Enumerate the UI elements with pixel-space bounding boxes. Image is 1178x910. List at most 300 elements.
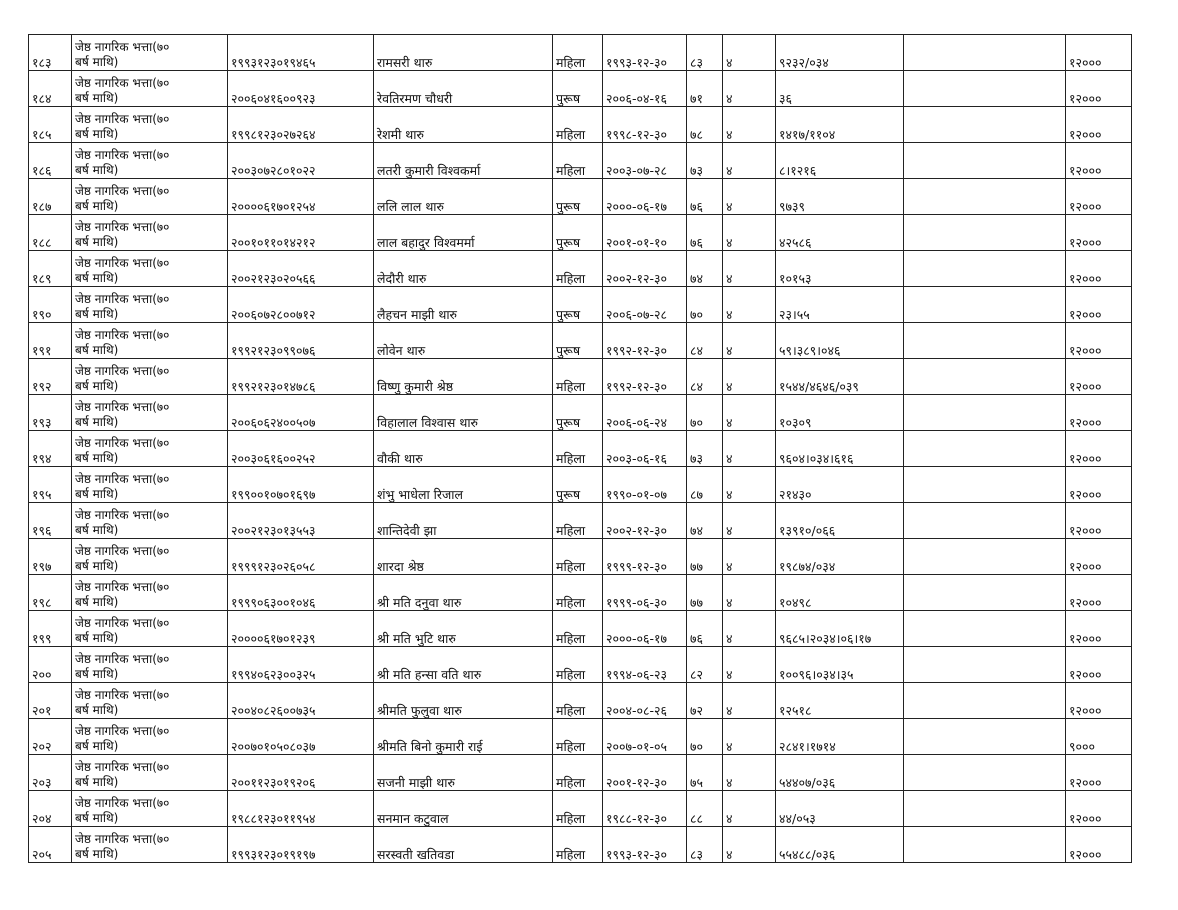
beneficiary-id-cell: २००२१२३०२०५६६	[228, 251, 374, 287]
date-of-birth-cell: २००४-०८-२६	[603, 683, 687, 719]
ward-cell: ४	[723, 719, 776, 755]
scheme-line-2: बर्ष माथि)	[75, 559, 119, 573]
beneficiary-id-cell: १९९८१२३०२७२६४	[228, 107, 374, 143]
gender-cell: महिला	[553, 791, 603, 827]
citizenship-number-cell: ९६८५।२०३४।०६।१७	[776, 611, 904, 647]
serial-number-cell: २०४	[29, 791, 72, 827]
gender-cell: महिला	[553, 539, 603, 575]
beneficiary-name-cell: शंभु भाधेला रिजाल	[374, 467, 553, 503]
beneficiary-id-cell: २००६०६२४००५०७	[228, 395, 374, 431]
citizenship-number-cell: ९२३२/०३४	[776, 35, 904, 71]
scheme-line-2: बर्ष माथि)	[75, 631, 119, 645]
scheme-line-1: जेष्ठ नागरिक भत्ता(७०	[75, 796, 170, 810]
beneficiary-id-cell: २००६०४१६००९२३	[228, 71, 374, 107]
date-of-birth-cell: २००२-१२-३०	[603, 251, 687, 287]
beneficiary-name-cell: सरस्वती खतिवडा	[374, 827, 553, 863]
remarks-cell	[904, 431, 1066, 467]
ward-cell: ४	[723, 107, 776, 143]
gender-cell: पुरूष	[553, 395, 603, 431]
beneficiary-id-cell: १९९२१२३०१४७८६	[228, 359, 374, 395]
citizenship-number-cell: १३९१०/०६६	[776, 503, 904, 539]
age-cell: ८४	[687, 323, 723, 359]
scheme-cell	[72, 251, 228, 287]
amount-cell: १२०००	[1066, 107, 1132, 143]
scheme-cell	[72, 395, 228, 431]
scheme-line-2: बर्ष माथि)	[75, 487, 119, 501]
ward-cell: ४	[723, 539, 776, 575]
beneficiary-name-cell: श्रीमति बिनो कुमारी राई	[374, 719, 553, 755]
beneficiary-name-cell: सनमान कटुवाल	[374, 791, 553, 827]
date-of-birth-cell: २००३-०६-१६	[603, 431, 687, 467]
scheme-cell	[72, 71, 228, 107]
scheme-line-1: जेष्ठ नागरिक भत्ता(७०	[75, 292, 170, 306]
scheme-line-1: जेष्ठ नागरिक भत्ता(७०	[75, 544, 170, 558]
gender-cell: महिला	[553, 611, 603, 647]
scheme-line-1: जेष्ठ नागरिक भत्ता(७०	[75, 688, 170, 702]
age-cell: ७३	[687, 431, 723, 467]
scheme-cell	[72, 179, 228, 215]
scheme-cell	[72, 287, 228, 323]
amount-cell: १२०००	[1066, 143, 1132, 179]
beneficiary-name-cell: रामसरी थारु	[374, 35, 553, 71]
citizenship-number-cell: १५४४/४६४६/०३९	[776, 359, 904, 395]
table-row	[29, 179, 1132, 215]
remarks-cell	[904, 71, 1066, 107]
citizenship-number-cell: ५४४०७/०३६	[776, 755, 904, 791]
age-cell: ७२	[687, 683, 723, 719]
gender-cell: महिला	[553, 431, 603, 467]
amount-cell: १२०००	[1066, 251, 1132, 287]
date-of-birth-cell: २००६-०६-२४	[603, 395, 687, 431]
amount-cell: १२०००	[1066, 683, 1132, 719]
date-of-birth-cell: २००६-०४-१६	[603, 71, 687, 107]
citizenship-number-cell: १४१७/११०४	[776, 107, 904, 143]
remarks-cell	[904, 143, 1066, 179]
date-of-birth-cell: २००१-१२-३०	[603, 755, 687, 791]
scheme-line-2: बर्ष माथि)	[75, 811, 119, 825]
beneficiary-id-cell: १९९३१२३०१९४६५	[228, 35, 374, 71]
serial-number-cell: १८८	[29, 215, 72, 251]
beneficiary-id-cell: १९९९०६३००१०४६	[228, 575, 374, 611]
scheme-cell	[72, 215, 228, 251]
table-row	[29, 755, 1132, 791]
remarks-cell	[904, 503, 1066, 539]
beneficiary-id-cell: १९९२१२३०९९०७६	[228, 323, 374, 359]
serial-number-cell: १८९	[29, 251, 72, 287]
beneficiary-name-cell: शारदा श्रेष्ठ	[374, 539, 553, 575]
ward-cell: ४	[723, 215, 776, 251]
scheme-line-2: बर्ष माथि)	[75, 847, 119, 861]
remarks-cell	[904, 611, 1066, 647]
table-body	[29, 35, 1132, 863]
remarks-cell	[904, 215, 1066, 251]
ward-cell: ४	[723, 251, 776, 287]
gender-cell: पुरूष	[553, 287, 603, 323]
date-of-birth-cell: १९९४-०६-२३	[603, 647, 687, 683]
age-cell: ८४	[687, 359, 723, 395]
beneficiary-name-cell: ललि लाल थारु	[374, 179, 553, 215]
amount-cell: १२०००	[1066, 647, 1132, 683]
ward-cell: ४	[723, 143, 776, 179]
serial-number-cell: १८५	[29, 107, 72, 143]
table-row	[29, 215, 1132, 251]
remarks-cell	[904, 179, 1066, 215]
gender-cell: महिला	[553, 647, 603, 683]
citizenship-number-cell: ८।१२१६	[776, 143, 904, 179]
scheme-cell	[72, 755, 228, 791]
citizenship-number-cell: ४४/०५३	[776, 791, 904, 827]
amount-cell: १२०००	[1066, 359, 1132, 395]
age-cell: ८३	[687, 827, 723, 863]
beneficiary-id-cell: २००६०७२८००७१२	[228, 287, 374, 323]
scheme-cell	[72, 323, 228, 359]
date-of-birth-cell: २००६-०७-२८	[603, 287, 687, 323]
age-cell: ७५	[687, 755, 723, 791]
beneficiary-name-cell: विहालाल विश्वास थारु	[374, 395, 553, 431]
ward-cell: ४	[723, 647, 776, 683]
citizenship-number-cell: २१४३०	[776, 467, 904, 503]
table-row	[29, 575, 1132, 611]
date-of-birth-cell: १९९२-१२-३०	[603, 323, 687, 359]
scheme-line-2: बर्ष माथि)	[75, 307, 119, 321]
beneficiary-id-cell: २००३०६१६००२५२	[228, 431, 374, 467]
serial-number-cell: १९५	[29, 467, 72, 503]
date-of-birth-cell: १९९९-१२-३०	[603, 539, 687, 575]
citizenship-number-cell: ३६	[776, 71, 904, 107]
scheme-line-2: बर्ष माथि)	[75, 739, 119, 753]
serial-number-cell: १९३	[29, 395, 72, 431]
table-row	[29, 359, 1132, 395]
date-of-birth-cell: १९९८-१२-३०	[603, 107, 687, 143]
beneficiary-id-cell: २००२१२३०१३५५३	[228, 503, 374, 539]
beneficiary-id-cell: २००००६१७०१२३९	[228, 611, 374, 647]
ward-cell: ४	[723, 827, 776, 863]
beneficiary-name-cell: विष्णु कुमारी श्रेष्ठ	[374, 359, 553, 395]
amount-cell: १२०००	[1066, 503, 1132, 539]
scheme-line-1: जेष्ठ नागरिक भत्ता(७०	[75, 220, 170, 234]
age-cell: ७८	[687, 107, 723, 143]
table-row	[29, 539, 1132, 575]
beneficiary-id-cell: २००३०७२८०१०२२	[228, 143, 374, 179]
remarks-cell	[904, 107, 1066, 143]
scheme-line-1: जेष्ठ नागरिक भत्ता(७०	[75, 652, 170, 666]
date-of-birth-cell: २००७-०१-०५	[603, 719, 687, 755]
beneficiary-name-cell: लोवेन थारु	[374, 323, 553, 359]
scheme-line-1: जेष्ठ नागरिक भत्ता(७०	[75, 832, 170, 846]
ward-cell: ४	[723, 503, 776, 539]
amount-cell: १२०००	[1066, 575, 1132, 611]
beneficiary-name-cell: श्री मति भुटि थारु	[374, 611, 553, 647]
table-row	[29, 467, 1132, 503]
scheme-cell	[72, 683, 228, 719]
ward-cell: ४	[723, 755, 776, 791]
citizenship-number-cell: ५५४८८/०३६	[776, 827, 904, 863]
citizenship-number-cell: १०३०९	[776, 395, 904, 431]
scheme-line-1: जेष्ठ नागरिक भत्ता(७०	[75, 40, 170, 54]
beneficiary-name-cell: लतरी कुमारी विश्वकर्मा	[374, 143, 553, 179]
amount-cell: १२०००	[1066, 611, 1132, 647]
table-row	[29, 71, 1132, 107]
scheme-line-2: बर्ष माथि)	[75, 523, 119, 537]
date-of-birth-cell: २०००-०६-१७	[603, 611, 687, 647]
remarks-cell	[904, 683, 1066, 719]
gender-cell: महिला	[553, 35, 603, 71]
amount-cell: १२०००	[1066, 827, 1132, 863]
remarks-cell	[904, 791, 1066, 827]
scheme-line-2: बर्ष माथि)	[75, 91, 119, 105]
age-cell: ७४	[687, 251, 723, 287]
ward-cell: ४	[723, 575, 776, 611]
citizenship-number-cell: ४२५८६	[776, 215, 904, 251]
citizenship-number-cell: २८४१।१७१४	[776, 719, 904, 755]
beneficiary-id-cell: १९९००१०७०१६९७	[228, 467, 374, 503]
serial-number-cell: १८३	[29, 35, 72, 71]
gender-cell: महिला	[553, 251, 603, 287]
amount-cell: १२०००	[1066, 35, 1132, 71]
beneficiary-name-cell: श्री मति हन्सा वति थारु	[374, 647, 553, 683]
scheme-line-2: बर्ष माथि)	[75, 595, 119, 609]
remarks-cell	[904, 539, 1066, 575]
gender-cell: पुरूष	[553, 179, 603, 215]
scheme-line-1: जेष्ठ नागरिक भत्ता(७०	[75, 616, 170, 630]
beneficiary-id-cell: २००७०१०५०८०३७	[228, 719, 374, 755]
gender-cell: महिला	[553, 755, 603, 791]
remarks-cell	[904, 647, 1066, 683]
remarks-cell	[904, 35, 1066, 71]
beneficiary-id-cell: १९९३१२३०१९१९७	[228, 827, 374, 863]
scheme-line-2: बर्ष माथि)	[75, 127, 119, 141]
age-cell: ७३	[687, 143, 723, 179]
serial-number-cell: १९०	[29, 287, 72, 323]
citizenship-number-cell: १०४९८	[776, 575, 904, 611]
table-row	[29, 287, 1132, 323]
scheme-line-1: जेष्ठ नागरिक भत्ता(७०	[75, 508, 170, 522]
serial-number-cell: १९२	[29, 359, 72, 395]
scheme-cell	[72, 35, 228, 71]
date-of-birth-cell: २०००-०६-१७	[603, 179, 687, 215]
serial-number-cell: २०१	[29, 683, 72, 719]
beneficiary-name-cell: वौकी थारु	[374, 431, 553, 467]
remarks-cell	[904, 359, 1066, 395]
age-cell: ८३	[687, 35, 723, 71]
scheme-cell	[72, 611, 228, 647]
beneficiary-id-cell: १९८८१२३०११९५४	[228, 791, 374, 827]
table-row	[29, 395, 1132, 431]
age-cell: ७६	[687, 611, 723, 647]
age-cell: ७०	[687, 719, 723, 755]
table-row	[29, 647, 1132, 683]
amount-cell: १२०००	[1066, 215, 1132, 251]
date-of-birth-cell: २००१-०१-१०	[603, 215, 687, 251]
remarks-cell	[904, 719, 1066, 755]
amount-cell: ९०००	[1066, 719, 1132, 755]
amount-cell: १२०००	[1066, 395, 1132, 431]
table-row	[29, 827, 1132, 863]
beneficiary-id-cell: १९९९१२३०२६०५८	[228, 539, 374, 575]
age-cell: ८८	[687, 791, 723, 827]
age-cell: ७४	[687, 503, 723, 539]
remarks-cell	[904, 251, 1066, 287]
serial-number-cell: १९६	[29, 503, 72, 539]
scheme-cell	[72, 359, 228, 395]
scheme-cell	[72, 539, 228, 575]
serial-number-cell: १८६	[29, 143, 72, 179]
date-of-birth-cell: २००३-०७-२८	[603, 143, 687, 179]
table-row	[29, 35, 1132, 71]
beneficiary-name-cell: शान्तिदेवी झा	[374, 503, 553, 539]
scheme-line-2: बर्ष माथि)	[75, 415, 119, 429]
ward-cell: ४	[723, 431, 776, 467]
ward-cell: ४	[723, 791, 776, 827]
serial-number-cell: १८४	[29, 71, 72, 107]
scheme-line-1: जेष्ठ नागरिक भत्ता(७०	[75, 148, 170, 162]
scheme-line-2: बर्ष माथि)	[75, 55, 119, 69]
scheme-line-2: बर्ष माथि)	[75, 667, 119, 681]
date-of-birth-cell: १९८८-१२-३०	[603, 791, 687, 827]
citizenship-number-cell: ९६०४।०३४।६१६	[776, 431, 904, 467]
scheme-cell	[72, 827, 228, 863]
scheme-cell	[72, 107, 228, 143]
gender-cell: पुरूष	[553, 323, 603, 359]
citizenship-number-cell: १०१५३	[776, 251, 904, 287]
serial-number-cell: १९८	[29, 575, 72, 611]
remarks-cell	[904, 323, 1066, 359]
scheme-line-2: बर्ष माथि)	[75, 343, 119, 357]
beneficiary-id-cell: २००००६१७०१२५४	[228, 179, 374, 215]
scheme-line-1: जेष्ठ नागरिक भत्ता(७०	[75, 364, 170, 378]
scheme-line-1: जेष्ठ नागरिक भत्ता(७०	[75, 328, 170, 342]
amount-cell: १२०००	[1066, 179, 1132, 215]
scheme-line-1: जेष्ठ नागरिक भत्ता(७०	[75, 724, 170, 738]
scheme-line-2: बर्ष माथि)	[75, 703, 119, 717]
age-cell: ७०	[687, 287, 723, 323]
table-row	[29, 503, 1132, 539]
ward-cell: ४	[723, 611, 776, 647]
age-cell: ७७	[687, 539, 723, 575]
beneficiary-name-cell: लाल बहादुर विश्वमर्मा	[374, 215, 553, 251]
date-of-birth-cell: १९९३-१२-३०	[603, 35, 687, 71]
beneficiary-name-cell: लैहचन माझी थारु	[374, 287, 553, 323]
amount-cell: १२०००	[1066, 791, 1132, 827]
amount-cell: १२०००	[1066, 287, 1132, 323]
beneficiary-name-cell: श्री मति दनुवा थारु	[374, 575, 553, 611]
citizenship-number-cell: २३।५५	[776, 287, 904, 323]
serial-number-cell: १९७	[29, 539, 72, 575]
amount-cell: १२०००	[1066, 539, 1132, 575]
citizenship-number-cell: ९७३९	[776, 179, 904, 215]
table-row	[29, 107, 1132, 143]
ward-cell: ४	[723, 683, 776, 719]
serial-number-cell: १९४	[29, 431, 72, 467]
date-of-birth-cell: २००२-१२-३०	[603, 503, 687, 539]
scheme-line-2: बर्ष माथि)	[75, 235, 119, 249]
remarks-cell	[904, 287, 1066, 323]
ward-cell: ४	[723, 395, 776, 431]
gender-cell: महिला	[553, 503, 603, 539]
age-cell: ७७	[687, 575, 723, 611]
serial-number-cell: २०५	[29, 827, 72, 863]
beneficiary-id-cell: २००११२३०१९२०६	[228, 755, 374, 791]
serial-number-cell: १९९	[29, 611, 72, 647]
amount-cell: १२०००	[1066, 71, 1132, 107]
remarks-cell	[904, 755, 1066, 791]
beneficiary-name-cell: लेदौरी थारु	[374, 251, 553, 287]
gender-cell: महिला	[553, 143, 603, 179]
table-row	[29, 251, 1132, 287]
scheme-line-1: जेष्ठ नागरिक भत्ता(७०	[75, 184, 170, 198]
beneficiary-id-cell: १९९४०६२३००३२५	[228, 647, 374, 683]
gender-cell: महिला	[553, 359, 603, 395]
scheme-line-2: बर्ष माथि)	[75, 451, 119, 465]
gender-cell: पुरूष	[553, 71, 603, 107]
scheme-cell	[72, 467, 228, 503]
scheme-cell	[72, 503, 228, 539]
citizenship-number-cell: ५९।३८९।०४६	[776, 323, 904, 359]
table-row	[29, 719, 1132, 755]
ward-cell: ४	[723, 35, 776, 71]
serial-number-cell: १८७	[29, 179, 72, 215]
table-row	[29, 431, 1132, 467]
scheme-line-2: बर्ष माथि)	[75, 775, 119, 789]
citizenship-number-cell: १२५१८	[776, 683, 904, 719]
scheme-cell	[72, 719, 228, 755]
date-of-birth-cell: १९९९-०६-३०	[603, 575, 687, 611]
scheme-cell	[72, 575, 228, 611]
serial-number-cell: २०३	[29, 755, 72, 791]
gender-cell: महिला	[553, 683, 603, 719]
gender-cell: पुरूष	[553, 467, 603, 503]
gender-cell: महिला	[553, 827, 603, 863]
scheme-cell	[72, 791, 228, 827]
scheme-cell	[72, 143, 228, 179]
amount-cell: १२०००	[1066, 467, 1132, 503]
beneficiary-name-cell: श्रीमति फुलुवा थारु	[374, 683, 553, 719]
scheme-line-1: जेष्ठ नागरिक भत्ता(७०	[75, 400, 170, 414]
ward-cell: ४	[723, 287, 776, 323]
scheme-line-1: जेष्ठ नागरिक भत्ता(७०	[75, 472, 170, 486]
serial-number-cell: २०२	[29, 719, 72, 755]
scheme-cell	[72, 431, 228, 467]
age-cell: ७१	[687, 71, 723, 107]
date-of-birth-cell: १९९३-१२-३०	[603, 827, 687, 863]
scheme-line-1: जेष्ठ नागरिक भत्ता(७०	[75, 112, 170, 126]
scheme-line-2: बर्ष माथि)	[75, 379, 119, 393]
scheme-cell	[72, 647, 228, 683]
gender-cell: महिला	[553, 107, 603, 143]
citizenship-number-cell: १००९६।०३४।३५	[776, 647, 904, 683]
beneficiary-table	[28, 34, 1132, 863]
age-cell: ८२	[687, 647, 723, 683]
remarks-cell	[904, 575, 1066, 611]
serial-number-cell: १९१	[29, 323, 72, 359]
beneficiary-name-cell: रेवतिरमण चौधरी	[374, 71, 553, 107]
scheme-line-2: बर्ष माथि)	[75, 163, 119, 177]
scheme-line-2: बर्ष माथि)	[75, 199, 119, 213]
remarks-cell	[904, 827, 1066, 863]
date-of-birth-cell: १९९२-१२-३०	[603, 359, 687, 395]
remarks-cell	[904, 467, 1066, 503]
beneficiary-id-cell: २००४०८२६००७३५	[228, 683, 374, 719]
beneficiary-name-cell: रेशमी थारु	[374, 107, 553, 143]
ward-cell: ४	[723, 71, 776, 107]
beneficiary-id-cell: २००१०११०१४२१२	[228, 215, 374, 251]
age-cell: ८७	[687, 467, 723, 503]
ward-cell: ४	[723, 359, 776, 395]
gender-cell: पुरूष	[553, 215, 603, 251]
serial-number-cell: २००	[29, 647, 72, 683]
gender-cell: महिला	[553, 719, 603, 755]
table-row	[29, 683, 1132, 719]
